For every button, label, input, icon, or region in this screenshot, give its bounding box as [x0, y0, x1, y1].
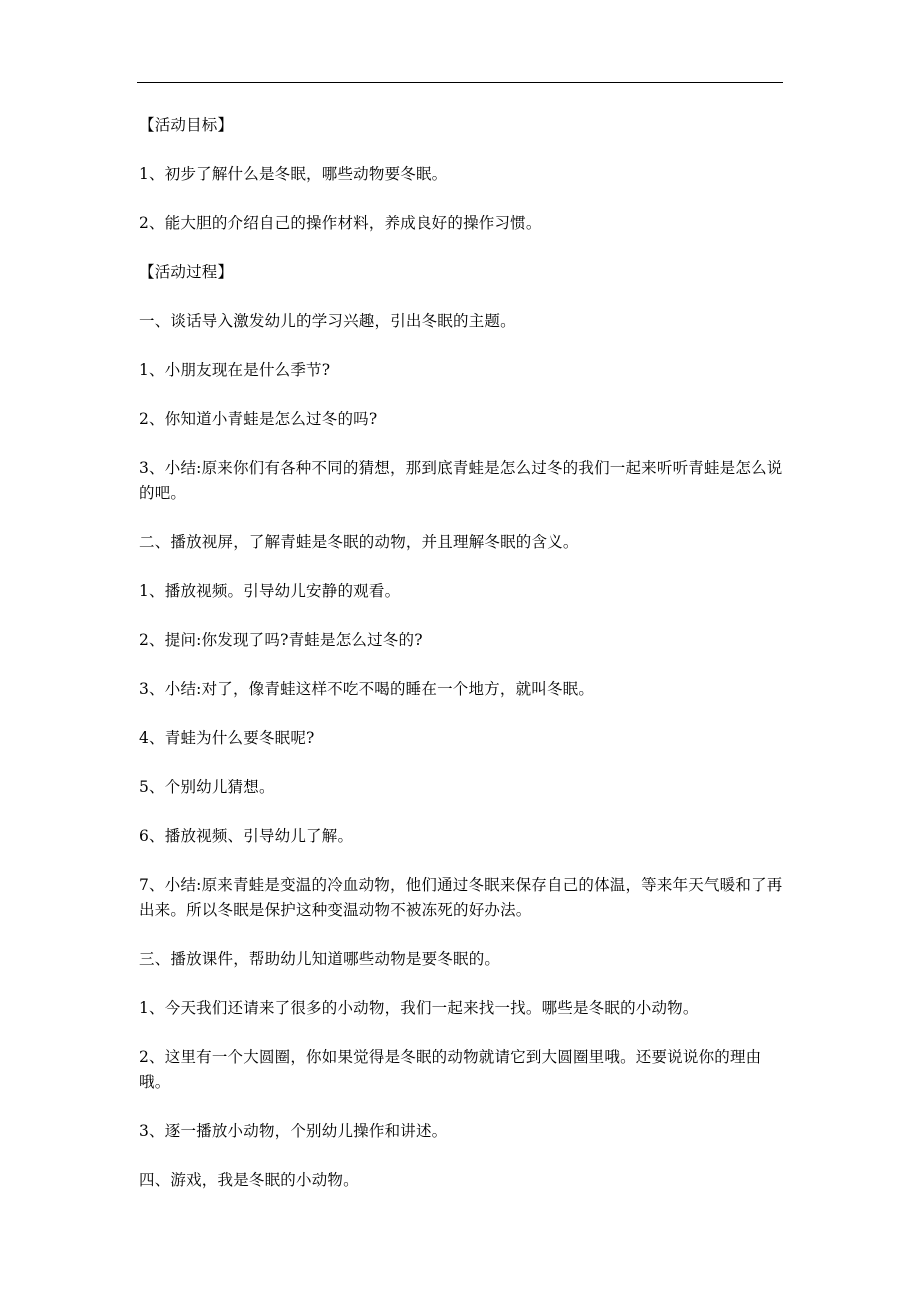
- process-step-heading: 一、谈话导入激发幼儿的学习兴趣，引出冬眠的主题。: [139, 312, 516, 330]
- process-item: 6、播放视频、引导幼儿了解。: [139, 827, 354, 845]
- process-step-heading: 四、游戏，我是冬眠的小动物。: [139, 1171, 359, 1189]
- section-heading-goals: 【活动目标】: [139, 116, 234, 134]
- process-item: 3、小结:原来你们有各种不同的猜想，那到底青蛙是怎么过冬的我们一起来听听青蛙是怎么说的吧。: [139, 459, 783, 502]
- goal-item: 2、能大胆的介绍自己的操作材料，养成良好的操作习惯。: [139, 214, 542, 232]
- process-item: 2、提问:你发现了吗?青蛙是怎么过冬的?: [139, 631, 423, 649]
- process-item: 7、小结:原来青蛙是变温的冷血动物，他们通过冬眠来保存自己的体温，等来年天气暖和了再出来。所以冬眠是保护这种变温动物不被冻死的好办法。: [139, 876, 783, 919]
- goal-item: 1、初步了解什么是冬眠，哪些动物要冬眠。: [139, 165, 448, 183]
- header-divider: [137, 82, 783, 83]
- document-body: [139, 113, 785, 1217]
- section-heading-process: 【活动过程】: [139, 263, 234, 281]
- process-step-heading: 三、播放课件，帮助幼儿知道哪些动物是要冬眠的。: [139, 950, 501, 968]
- process-item: 1、今天我们还请来了很多的小动物，我们一起来找一找。哪些是冬眠的小动物。: [139, 999, 699, 1017]
- process-item: 2、你知道小青蛙是怎么过冬的吗?: [139, 410, 378, 428]
- process-item: 1、播放视频。引导幼儿安静的观看。: [139, 582, 401, 600]
- process-item: 4、青蛙为什么要冬眠呢?: [139, 729, 315, 747]
- process-step-heading: 二、播放视屏，了解青蛙是冬眠的动物，并且理解冬眠的含义。: [139, 533, 579, 551]
- process-item: 3、小结:对了，像青蛙这样不吃不喝的睡在一个地方，就叫冬眠。: [139, 680, 595, 698]
- process-item: 1、小朋友现在是什么季节?: [139, 361, 331, 379]
- process-item: 5、个别幼儿猜想。: [139, 778, 275, 796]
- process-item: 2、这里有一个大圆圈，你如果觉得是冬眠的动物就请它到大圆圈里哦。还要说说你的理由哦。: [139, 1048, 762, 1091]
- process-item: 3、逐一播放小动物，个别幼儿操作和讲述。: [139, 1122, 448, 1140]
